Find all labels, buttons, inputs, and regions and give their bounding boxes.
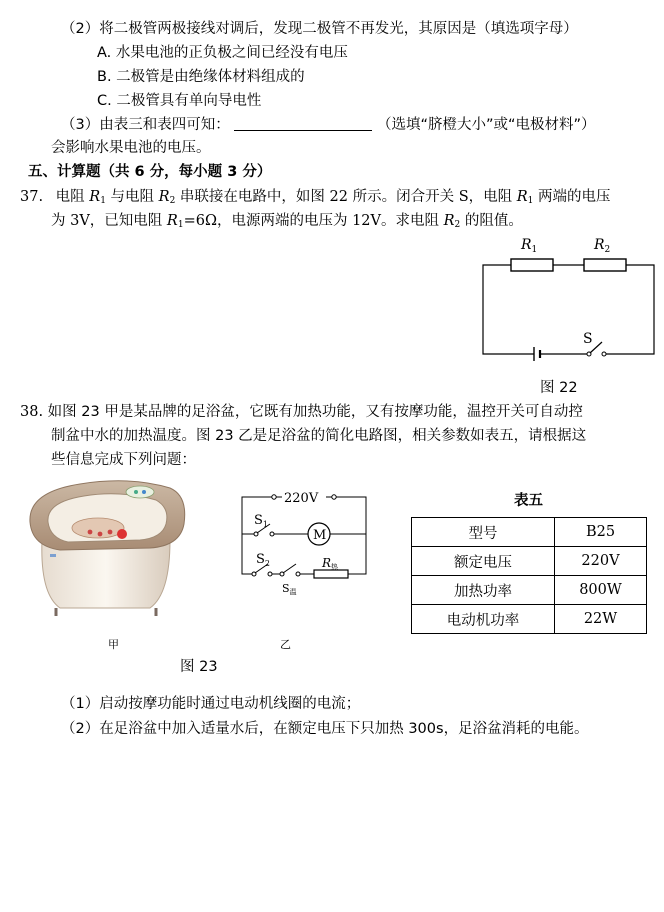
q36-sub2: （2）将二极管两极接线对调后，发现二极管不再发光，其原因是（填选项字母） xyxy=(61,21,578,37)
heater-resistor xyxy=(314,570,348,578)
label-yi: 乙 xyxy=(280,638,291,651)
heater-label: R热 xyxy=(322,556,339,571)
q36-sub3 xyxy=(61,116,596,134)
figure-22-caption: 图 22 xyxy=(540,380,578,396)
spec-table xyxy=(411,517,647,634)
answer-blank[interactable] xyxy=(234,116,372,131)
table-row: 额定电压 220V xyxy=(412,547,647,576)
table-title: 表五 xyxy=(514,493,543,509)
switch-label: S xyxy=(583,331,593,347)
figure-22-circuit xyxy=(470,232,660,372)
r1-label: $R_1$ xyxy=(521,237,538,255)
q38-number: 38. xyxy=(20,404,44,420)
section-title: 五、计算题（共 6 分，每小题 3 分） xyxy=(28,164,272,180)
table-row: 加热功率 800W xyxy=(412,576,647,605)
resistor-r1 xyxy=(511,259,553,271)
label-jia: 甲 xyxy=(108,638,119,651)
q36-sub3-pre: （3）由表三和表四可知： xyxy=(61,117,230,133)
table-row: 型号 B25 xyxy=(412,518,647,547)
s2-label: $S_2$ xyxy=(256,552,270,568)
q37-line2: 为 3V，已知电阻 $R_1=6\Omega$，电源两端的电压为 12V。求电阻 $R_2$ 的阻值。 xyxy=(51,213,523,230)
q38-line3: 些信息完成下列问题： xyxy=(51,452,196,468)
q36-option-a: A. 水果电池的正负极之间已经没有电压 xyxy=(97,45,348,61)
resistor-r2 xyxy=(584,259,626,271)
q38-sub1: （1）启动按摩功能时通过电动机线圈的电流； xyxy=(61,696,361,712)
foot-bath-image xyxy=(20,474,190,622)
table-row: 电动机功率 22W xyxy=(412,605,647,634)
figure-23-caption: 图 23 xyxy=(180,659,218,675)
q36-sub3-post: （选填“脐橙大小”或“电极材料”） xyxy=(376,117,596,133)
q36-sub3-line2: 会影响水果电池的电压。 xyxy=(51,140,211,156)
motor-label: M xyxy=(313,528,327,543)
voltage-label: 220V xyxy=(284,491,319,506)
q37-line1: 37. 电阻 $R_1$ 与电阻 $R_2$ 串联接在电路中，如图 22 所示。闭合开关 S，电阻 $R_1$ 两端的电压 xyxy=(20,189,611,206)
s1-label: $S_1$ xyxy=(254,513,268,529)
q38-line2: 制盆中水的加热温度。图 23 乙是足浴盆的简化电路图，相关参数如表五，请根据这 xyxy=(51,428,587,444)
r2-label: $R_2$ xyxy=(594,237,611,255)
q38-sub2: （2）在足浴盆中加入适量水后，在额定电压下只加热 300s，足浴盆消耗的电能。 xyxy=(61,721,589,737)
q38-line1: 38. 如图 23 甲是某品牌的足浴盆，它既有加热功能，又有按摩功能，温控开关可自动控 xyxy=(20,404,583,420)
foot-bath-circuit xyxy=(230,486,380,596)
q36-option-c: C. 二极管具有单向导电性 xyxy=(97,93,262,109)
q37-number: 37. xyxy=(20,189,44,205)
q36-option-b: B. 二极管是由绝缘体材料组成的 xyxy=(97,69,305,85)
temp-switch-label: S温 xyxy=(282,582,297,596)
